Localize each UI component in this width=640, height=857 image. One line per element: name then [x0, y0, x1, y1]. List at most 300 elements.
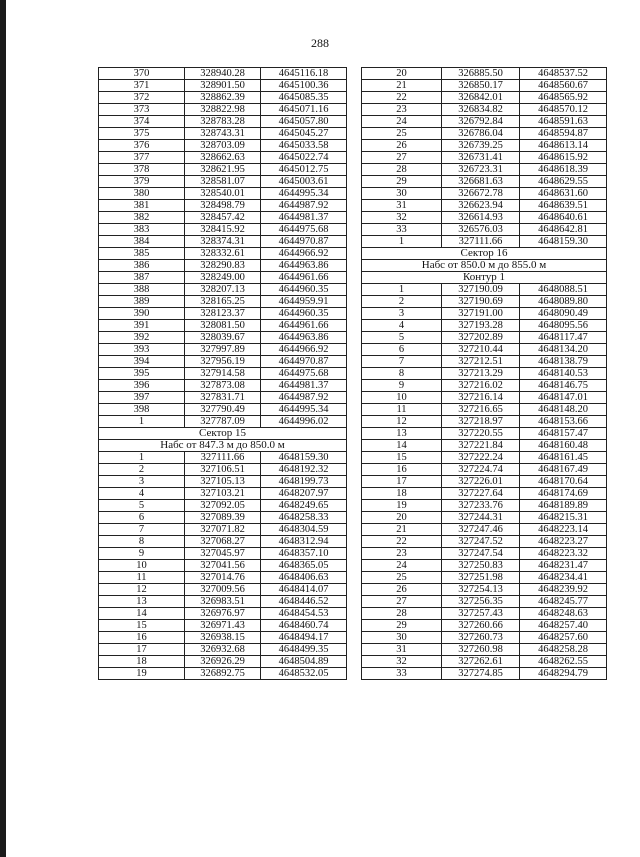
point-number-cell: 387: [99, 272, 185, 284]
point-number-cell: 2: [99, 464, 185, 476]
point-number-cell: 377: [99, 152, 185, 164]
y-coordinate-cell: 4644970.87: [261, 236, 347, 248]
y-coordinate-cell: 4648357.10: [261, 548, 347, 560]
point-number-cell: 14: [362, 440, 442, 452]
point-number-cell: 21: [362, 524, 442, 536]
table-row: [362, 452, 607, 464]
point-number-cell: 382: [99, 212, 185, 224]
table-row: [362, 368, 607, 380]
x-coordinate-cell: 327068.27: [185, 536, 261, 548]
y-coordinate-cell: 4648499.35: [261, 644, 347, 656]
point-number-cell: 30: [362, 188, 442, 200]
table-row: [362, 176, 607, 188]
x-coordinate-cell: 328374.31: [185, 236, 261, 248]
point-number-cell: 4: [99, 488, 185, 500]
table-row: [362, 512, 607, 524]
table-row: [99, 620, 347, 632]
table-row: [362, 572, 607, 584]
x-coordinate-cell: 327216.02: [442, 380, 520, 392]
x-coordinate-cell: 326842.01: [442, 92, 520, 104]
table-row: [99, 200, 347, 212]
table-row: [362, 632, 607, 644]
coordinates-table-left: [98, 67, 347, 680]
x-coordinate-cell: 326850.17: [442, 80, 520, 92]
table-row: [362, 212, 607, 224]
y-coordinate-cell: 4645012.75: [261, 164, 347, 176]
y-coordinate-cell: 4648117.47: [520, 332, 607, 344]
y-coordinate-cell: 4648454.53: [261, 608, 347, 620]
table-row: [362, 68, 607, 80]
table-row: [99, 236, 347, 248]
table-row: [362, 596, 607, 608]
x-coordinate-cell: 328249.00: [185, 272, 261, 284]
x-coordinate-cell: 326892.75: [185, 668, 261, 680]
y-coordinate-cell: 4644975.68: [261, 368, 347, 380]
y-coordinate-cell: 4648089.80: [520, 296, 607, 308]
y-coordinate-cell: 4645085.35: [261, 92, 347, 104]
x-coordinate-cell: 328081.50: [185, 320, 261, 332]
point-number-cell: 10: [99, 560, 185, 572]
point-number-cell: 31: [362, 200, 442, 212]
y-coordinate-cell: 4648192.32: [261, 464, 347, 476]
x-coordinate-cell: 328290.83: [185, 260, 261, 272]
x-coordinate-cell: 326926.29: [185, 656, 261, 668]
point-number-cell: 9: [362, 380, 442, 392]
y-coordinate-cell: 4648631.60: [520, 188, 607, 200]
y-coordinate-cell: 4648532.05: [261, 668, 347, 680]
table-row: [99, 488, 347, 500]
table-row: [362, 152, 607, 164]
section-header: Контур 1: [362, 272, 607, 284]
y-coordinate-cell: 4648189.89: [520, 500, 607, 512]
x-coordinate-cell: 328940.28: [185, 68, 261, 80]
table-row: [362, 284, 607, 296]
table-row: [99, 644, 347, 656]
point-number-cell: 26: [362, 584, 442, 596]
point-number-cell: 18: [362, 488, 442, 500]
section-header: Сектор 16: [362, 248, 607, 260]
y-coordinate-cell: 4648613.14: [520, 140, 607, 152]
y-coordinate-cell: 4648504.89: [261, 656, 347, 668]
table-row: [362, 668, 607, 680]
x-coordinate-cell: 326976.97: [185, 608, 261, 620]
table-row: [99, 308, 347, 320]
table-row: [99, 104, 347, 116]
point-number-cell: 15: [362, 452, 442, 464]
x-coordinate-cell: 327233.76: [442, 500, 520, 512]
y-coordinate-cell: 4644960.35: [261, 284, 347, 296]
point-number-cell: 22: [362, 536, 442, 548]
x-coordinate-cell: 328862.39: [185, 92, 261, 104]
x-coordinate-cell: 327226.01: [442, 476, 520, 488]
y-coordinate-cell: 4648615.92: [520, 152, 607, 164]
point-number-cell: 384: [99, 236, 185, 248]
x-coordinate-cell: 327256.35: [442, 596, 520, 608]
point-number-cell: 3: [99, 476, 185, 488]
section-header: Сектор 15: [99, 428, 347, 440]
y-coordinate-cell: 4648147.01: [520, 392, 607, 404]
y-coordinate-cell: 4648642.81: [520, 224, 607, 236]
point-number-cell: 19: [362, 500, 442, 512]
x-coordinate-cell: 326739.25: [442, 140, 520, 152]
table-row: [99, 332, 347, 344]
section-header-row: [362, 260, 607, 272]
y-coordinate-cell: 4648570.12: [520, 104, 607, 116]
x-coordinate-cell: 327111.66: [442, 236, 520, 248]
x-coordinate-cell: 327105.13: [185, 476, 261, 488]
point-number-cell: 11: [99, 572, 185, 584]
section-header-row: [99, 428, 347, 440]
coordinates-table-right: [361, 67, 607, 680]
x-coordinate-cell: 327873.08: [185, 380, 261, 392]
section-header: Набс от 847.3 м до 850.0 м: [99, 440, 347, 452]
point-number-cell: 390: [99, 308, 185, 320]
point-number-cell: 383: [99, 224, 185, 236]
x-coordinate-cell: 328415.92: [185, 224, 261, 236]
y-coordinate-cell: 4648170.64: [520, 476, 607, 488]
y-coordinate-cell: 4648138.79: [520, 356, 607, 368]
table-row: [362, 200, 607, 212]
y-coordinate-cell: 4648537.52: [520, 68, 607, 80]
x-coordinate-cell: 327220.55: [442, 428, 520, 440]
y-coordinate-cell: 4644960.35: [261, 308, 347, 320]
table-row: [99, 284, 347, 296]
point-number-cell: 11: [362, 404, 442, 416]
x-coordinate-cell: 328498.79: [185, 200, 261, 212]
point-number-cell: 8: [362, 368, 442, 380]
point-number-cell: 372: [99, 92, 185, 104]
table-row: [362, 620, 607, 632]
point-number-cell: 375: [99, 128, 185, 140]
x-coordinate-cell: 327247.52: [442, 536, 520, 548]
x-coordinate-cell: 327212.51: [442, 356, 520, 368]
y-coordinate-cell: 4644966.92: [261, 344, 347, 356]
point-number-cell: 380: [99, 188, 185, 200]
point-number-cell: 15: [99, 620, 185, 632]
point-number-cell: 17: [99, 644, 185, 656]
y-coordinate-cell: 4645100.36: [261, 80, 347, 92]
point-number-cell: 22: [362, 92, 442, 104]
y-coordinate-cell: 4648140.53: [520, 368, 607, 380]
x-coordinate-cell: 328822.98: [185, 104, 261, 116]
table-row: [362, 80, 607, 92]
point-number-cell: 21: [362, 80, 442, 92]
point-number-cell: 23: [362, 104, 442, 116]
y-coordinate-cell: 4648174.69: [520, 488, 607, 500]
y-coordinate-cell: 4648167.49: [520, 464, 607, 476]
y-coordinate-cell: 4648095.56: [520, 320, 607, 332]
table-row: [362, 92, 607, 104]
y-coordinate-cell: 4648294.79: [520, 668, 607, 680]
table-row: [99, 164, 347, 176]
y-coordinate-cell: 4648134.20: [520, 344, 607, 356]
x-coordinate-cell: 328123.37: [185, 308, 261, 320]
table-row: [362, 332, 607, 344]
table-row: [99, 272, 347, 284]
point-number-cell: 28: [362, 164, 442, 176]
y-coordinate-cell: 4648304.59: [261, 524, 347, 536]
x-coordinate-cell: 326834.82: [442, 104, 520, 116]
table-row: [362, 416, 607, 428]
y-coordinate-cell: 4644981.37: [261, 212, 347, 224]
table-row: [99, 320, 347, 332]
y-coordinate-cell: 4648262.55: [520, 656, 607, 668]
x-coordinate-cell: 328783.28: [185, 116, 261, 128]
point-number-cell: 24: [362, 116, 442, 128]
y-coordinate-cell: 4648414.07: [261, 584, 347, 596]
point-number-cell: 30: [362, 632, 442, 644]
table-row: [362, 128, 607, 140]
table-row: [99, 536, 347, 548]
table-row: [99, 128, 347, 140]
table-row: [99, 560, 347, 572]
x-coordinate-cell: 327956.19: [185, 356, 261, 368]
x-coordinate-cell: 327224.74: [442, 464, 520, 476]
point-number-cell: 5: [99, 500, 185, 512]
y-coordinate-cell: 4644995.34: [261, 404, 347, 416]
point-number-cell: 393: [99, 344, 185, 356]
point-number-cell: 18: [99, 656, 185, 668]
table-row: [362, 644, 607, 656]
point-number-cell: 386: [99, 260, 185, 272]
x-coordinate-cell: 328039.67: [185, 332, 261, 344]
x-coordinate-cell: 327222.24: [442, 452, 520, 464]
x-coordinate-cell: 326983.51: [185, 596, 261, 608]
y-coordinate-cell: 4648215.31: [520, 512, 607, 524]
table-row: [362, 356, 607, 368]
x-coordinate-cell: 327831.71: [185, 392, 261, 404]
point-number-cell: 1: [362, 236, 442, 248]
y-coordinate-cell: 4648594.87: [520, 128, 607, 140]
y-coordinate-cell: 4648258.33: [261, 512, 347, 524]
y-coordinate-cell: 4648446.52: [261, 596, 347, 608]
x-coordinate-cell: 327257.43: [442, 608, 520, 620]
point-number-cell: 28: [362, 608, 442, 620]
table-row: [362, 224, 607, 236]
table-row: [362, 476, 607, 488]
y-coordinate-cell: 4648234.41: [520, 572, 607, 584]
y-coordinate-cell: 4648223.32: [520, 548, 607, 560]
point-number-cell: 31: [362, 644, 442, 656]
y-coordinate-cell: 4648639.51: [520, 200, 607, 212]
table-row: [362, 164, 607, 176]
point-number-cell: 14: [99, 608, 185, 620]
table-row: [99, 464, 347, 476]
y-coordinate-cell: 4648406.63: [261, 572, 347, 584]
point-number-cell: 26: [362, 140, 442, 152]
y-coordinate-cell: 4644959.91: [261, 296, 347, 308]
x-coordinate-cell: 328540.01: [185, 188, 261, 200]
table-row: [362, 584, 607, 596]
table-row: [362, 560, 607, 572]
y-coordinate-cell: 4648618.39: [520, 164, 607, 176]
x-coordinate-cell: 327213.29: [442, 368, 520, 380]
table-row: [362, 548, 607, 560]
table-row: [362, 344, 607, 356]
y-coordinate-cell: 4648160.48: [520, 440, 607, 452]
table-row: [99, 584, 347, 596]
point-number-cell: 1: [99, 416, 185, 428]
table-row: [99, 260, 347, 272]
y-coordinate-cell: 4648249.65: [261, 500, 347, 512]
x-coordinate-cell: 328621.95: [185, 164, 261, 176]
y-coordinate-cell: 4644995.34: [261, 188, 347, 200]
table-row: [99, 152, 347, 164]
x-coordinate-cell: 326932.68: [185, 644, 261, 656]
table-row: [362, 608, 607, 620]
y-coordinate-cell: 4644987.92: [261, 392, 347, 404]
point-number-cell: 392: [99, 332, 185, 344]
x-coordinate-cell: 327111.66: [185, 452, 261, 464]
section-header: Набс от 850.0 м до 855.0 м: [362, 260, 607, 272]
point-number-cell: 6: [362, 344, 442, 356]
x-coordinate-cell: 327092.05: [185, 500, 261, 512]
x-coordinate-cell: 327260.66: [442, 620, 520, 632]
x-coordinate-cell: 327103.21: [185, 488, 261, 500]
point-number-cell: 2: [362, 296, 442, 308]
point-number-cell: 9: [99, 548, 185, 560]
y-coordinate-cell: 4648199.73: [261, 476, 347, 488]
y-coordinate-cell: 4648565.92: [520, 92, 607, 104]
point-number-cell: 389: [99, 296, 185, 308]
x-coordinate-cell: 326681.63: [442, 176, 520, 188]
table-row: [362, 236, 607, 248]
x-coordinate-cell: 327221.84: [442, 440, 520, 452]
table-row: [362, 104, 607, 116]
x-coordinate-cell: 327247.46: [442, 524, 520, 536]
y-coordinate-cell: 4644987.92: [261, 200, 347, 212]
point-number-cell: 3: [362, 308, 442, 320]
x-coordinate-cell: 327247.54: [442, 548, 520, 560]
table-row: [99, 92, 347, 104]
x-coordinate-cell: 328457.42: [185, 212, 261, 224]
y-coordinate-cell: 4648239.92: [520, 584, 607, 596]
x-coordinate-cell: 327089.39: [185, 512, 261, 524]
y-coordinate-cell: 4648231.47: [520, 560, 607, 572]
point-number-cell: 7: [362, 356, 442, 368]
x-coordinate-cell: 327190.69: [442, 296, 520, 308]
x-coordinate-cell: 326623.94: [442, 200, 520, 212]
point-number-cell: 32: [362, 212, 442, 224]
y-coordinate-cell: 4648223.14: [520, 524, 607, 536]
x-coordinate-cell: 327254.13: [442, 584, 520, 596]
y-coordinate-cell: 4644963.86: [261, 260, 347, 272]
point-number-cell: 4: [362, 320, 442, 332]
y-coordinate-cell: 4645022.74: [261, 152, 347, 164]
table-row: [99, 548, 347, 560]
point-number-cell: 394: [99, 356, 185, 368]
point-number-cell: 13: [362, 428, 442, 440]
point-number-cell: 20: [362, 512, 442, 524]
point-number-cell: 16: [362, 464, 442, 476]
x-coordinate-cell: 326614.93: [442, 212, 520, 224]
table-row: [362, 404, 607, 416]
x-coordinate-cell: 327193.28: [442, 320, 520, 332]
x-coordinate-cell: 327071.82: [185, 524, 261, 536]
point-number-cell: 6: [99, 512, 185, 524]
table-row: [362, 308, 607, 320]
x-coordinate-cell: 327790.49: [185, 404, 261, 416]
point-number-cell: 27: [362, 596, 442, 608]
y-coordinate-cell: 4648207.97: [261, 488, 347, 500]
point-number-cell: 25: [362, 128, 442, 140]
point-number-cell: 32: [362, 656, 442, 668]
y-coordinate-cell: 4648560.67: [520, 80, 607, 92]
x-coordinate-cell: 327216.65: [442, 404, 520, 416]
table-row: [99, 392, 347, 404]
point-number-cell: 23: [362, 548, 442, 560]
y-coordinate-cell: 4648460.74: [261, 620, 347, 632]
table-row: [99, 452, 347, 464]
x-coordinate-cell: 328662.63: [185, 152, 261, 164]
section-header-row: [362, 272, 607, 284]
point-number-cell: 1: [362, 284, 442, 296]
table-row: [362, 536, 607, 548]
point-number-cell: 27: [362, 152, 442, 164]
y-coordinate-cell: 4648258.28: [520, 644, 607, 656]
point-number-cell: 1: [99, 452, 185, 464]
point-number-cell: 29: [362, 620, 442, 632]
x-coordinate-cell: 328207.13: [185, 284, 261, 296]
x-coordinate-cell: 327787.09: [185, 416, 261, 428]
x-coordinate-cell: 327218.97: [442, 416, 520, 428]
x-coordinate-cell: 327106.51: [185, 464, 261, 476]
x-coordinate-cell: 326786.04: [442, 128, 520, 140]
point-number-cell: 373: [99, 104, 185, 116]
point-number-cell: 376: [99, 140, 185, 152]
y-coordinate-cell: 4644961.66: [261, 320, 347, 332]
point-number-cell: 391: [99, 320, 185, 332]
y-coordinate-cell: 4648640.61: [520, 212, 607, 224]
point-number-cell: 7: [99, 524, 185, 536]
table-row: [99, 188, 347, 200]
point-number-cell: 5: [362, 332, 442, 344]
y-coordinate-cell: 4648148.20: [520, 404, 607, 416]
point-number-cell: 10: [362, 392, 442, 404]
point-number-cell: 370: [99, 68, 185, 80]
x-coordinate-cell: 326971.43: [185, 620, 261, 632]
x-coordinate-cell: 327250.83: [442, 560, 520, 572]
point-number-cell: 33: [362, 224, 442, 236]
table-row: [99, 632, 347, 644]
x-coordinate-cell: 327190.09: [442, 284, 520, 296]
point-number-cell: 396: [99, 380, 185, 392]
y-coordinate-cell: 4648159.30: [520, 236, 607, 248]
section-header-row: [99, 440, 347, 452]
table-row: [99, 248, 347, 260]
table-row: [362, 524, 607, 536]
table-row: [99, 416, 347, 428]
y-coordinate-cell: 4644961.66: [261, 272, 347, 284]
table-row: [99, 608, 347, 620]
table-row: [362, 116, 607, 128]
table-row: [362, 500, 607, 512]
table-row: [99, 296, 347, 308]
table-row: [99, 368, 347, 380]
table-row: [99, 656, 347, 668]
table-row: [99, 344, 347, 356]
table-row: [99, 512, 347, 524]
y-coordinate-cell: 4644996.02: [261, 416, 347, 428]
x-coordinate-cell: 327191.00: [442, 308, 520, 320]
point-number-cell: 20: [362, 68, 442, 80]
table-row: [99, 476, 347, 488]
table-row: [99, 668, 347, 680]
table-row: [99, 140, 347, 152]
y-coordinate-cell: 4644963.86: [261, 332, 347, 344]
x-coordinate-cell: 327274.85: [442, 668, 520, 680]
x-coordinate-cell: 328743.31: [185, 128, 261, 140]
